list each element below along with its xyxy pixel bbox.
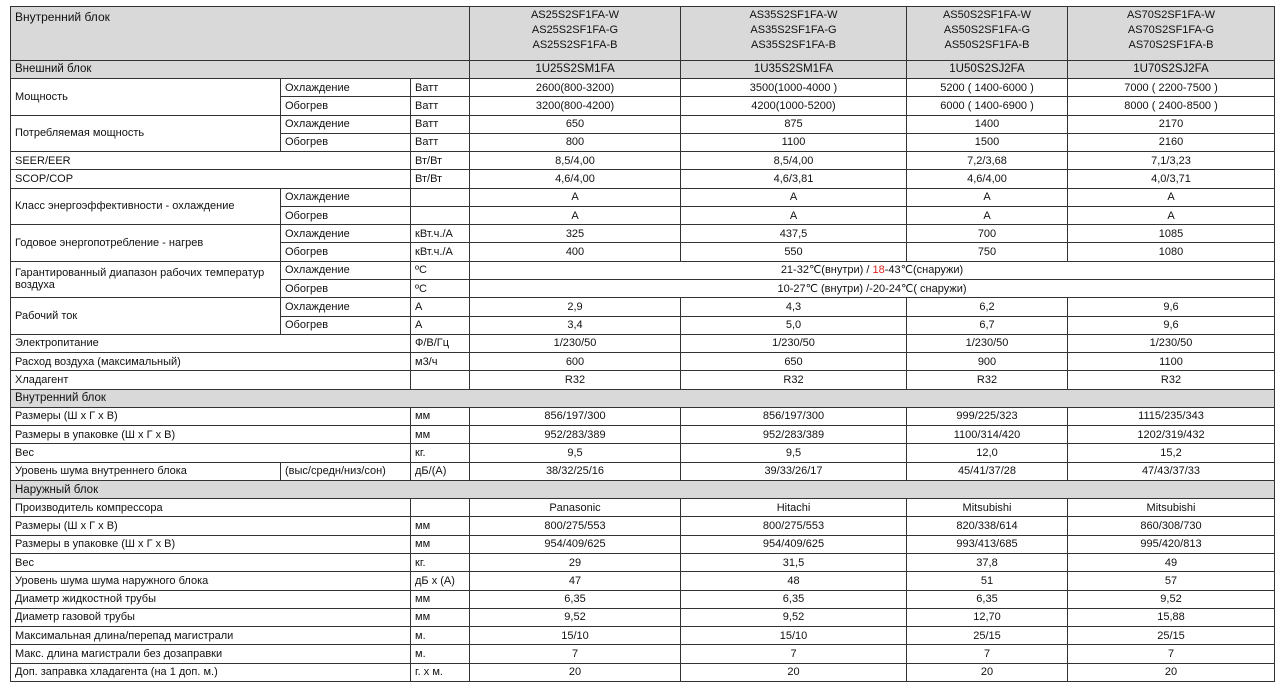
value-cell: 31,5 [681,553,907,571]
value-cell: 4,0/3,71 [1068,170,1275,188]
unit-label: Ватт [411,79,470,97]
value-cell: Hitachi [681,499,907,517]
value-cell: A [907,206,1068,224]
value-cell: 15,88 [1068,608,1275,626]
unit-label: Ватт [411,115,470,133]
value-cell: 1/230/50 [907,334,1068,352]
value-cell: 3200(800-4200) [470,97,681,115]
power-supply-row [11,334,1275,352]
value-cell: 700 [907,225,1068,243]
unit-label: кВт.ч./А [411,243,470,261]
value-cell: 49 [1068,553,1275,571]
value-cell: 9,52 [470,608,681,626]
value-cell: 2,9 [470,298,681,316]
indoor-packed-dimensions-row [11,426,1275,444]
value-cell: 47 [470,572,681,590]
value-cell: 750 [907,243,1068,261]
mode-cooling-label: Охлаждение [281,225,411,243]
header-indoor-row [11,7,1275,61]
value-cell: 400 [470,243,681,261]
value-cell: 25/15 [1068,627,1275,645]
value-cell: 600 [470,353,681,371]
value-cell: 29 [470,553,681,571]
value-cell: 2600(800-3200) [470,79,681,97]
scop-label: SCOP/COP [11,170,411,188]
mode-cooling-label: Охлаждение [281,115,411,133]
value-cell: 1/230/50 [470,334,681,352]
value-cell: 15,2 [1068,444,1275,462]
value-cell: 45/41/37/28 [907,462,1068,480]
unit-label: A [411,298,470,316]
value-cell: 37,8 [907,553,1068,571]
mode-heating-label: Обогрев [281,279,411,297]
outdoor-noise-row [11,572,1275,590]
value-cell: 900 [907,353,1068,371]
value-cell: 650 [470,115,681,133]
annual-consumption-cooling-row [11,225,1275,243]
indoor-model-name: AS50S2SF1FA-W [942,9,1032,21]
unit-label: Ватт [411,97,470,115]
value-cell: Mitsubishi [1068,499,1275,517]
value-cell: 1115/235/343 [1068,407,1275,425]
value-cell: 9,52 [681,608,907,626]
value-cell: 20 [1068,663,1275,681]
value-cell: 48 [681,572,907,590]
indoor-model-name: AS50S2SF1FA-B [944,39,1030,51]
value-cell: 3500(1000-4000 ) [681,79,907,97]
value-cell: 7 [907,645,1068,663]
mode-cooling-label: Охлаждение [281,79,411,97]
value-cell: 38/32/25/16 [470,462,681,480]
unit-label: дБ/(А) [411,462,470,480]
indoor-model-name: AS70S2SF1FA-W [1126,9,1216,21]
gas-pipe-diameter-label: Диаметр газовой трубы [11,608,411,626]
liquid-pipe-diameter-label: Диаметр жидкостной трубы [11,590,411,608]
indoor-model-name: AS35S2SF1FA-W [749,9,838,21]
value-cell: 4,3 [681,298,907,316]
value-cell: 856/197/300 [470,407,681,425]
unit-label: мм [411,608,470,626]
value-cell: 820/338/614 [907,517,1068,535]
value-cell: 550 [681,243,907,261]
outdoor-dimensions-row [11,517,1275,535]
energy-class-cooling-row [11,188,1275,206]
outdoor-model-name: 1U70S2SJ2FA [1068,60,1275,78]
value-cell: 1100 [681,133,907,151]
compressor-maker-label: Производитель компрессора [11,499,411,517]
unit-label: ºC [411,261,470,279]
unit-label: м. [411,627,470,645]
unit-label [411,206,470,224]
value-cell: Panasonic [470,499,681,517]
value-cell: 952/283/389 [470,426,681,444]
indoor-model-name: AS70S2SF1FA-B [1128,39,1214,51]
value-cell: 993/413/685 [907,535,1068,553]
value-cell: A [681,188,907,206]
unit-label: мм [411,535,470,553]
value-cell: 8,5/4,00 [470,152,681,170]
indoor-unit-heading: Внутренний блок [11,7,470,61]
outdoor-packed-dimensions-label: Размеры в упаковке (Ш х Г х В) [11,535,411,553]
seer-label: SEER/EER [11,152,411,170]
unit-label: A [411,316,470,334]
indoor-weight-row [11,444,1275,462]
value-cell: 47/43/37/33 [1068,462,1275,480]
indoor-dimensions-row [11,407,1275,425]
unit-label: Ф/В/Гц [411,334,470,352]
value-cell: 6,35 [681,590,907,608]
power-supply-label: Электропитание [11,334,411,352]
power-input-label: Потребляемая мощность [11,115,281,152]
liquid-pipe-diameter-row [11,590,1275,608]
temp-range-cooling-row [11,261,1275,279]
value-cell: 57 [1068,572,1275,590]
mode-heating-label: Обогрев [281,97,411,115]
indoor-model-cell [681,7,907,61]
unit-label: мм [411,407,470,425]
value-cell: A [470,206,681,224]
value-cell: 650 [681,353,907,371]
value-cell: A [470,188,681,206]
value-cell: 952/283/389 [681,426,907,444]
seer-row [11,152,1275,170]
unit-label: кг. [411,444,470,462]
outdoor-model-name: 1U25S2SM1FA [470,60,681,78]
temp-range-heating-value: 10-27℃ (внутри) /-20-24℃( снаружи) [470,279,1275,297]
compressor-maker-row [11,499,1275,517]
value-cell: 954/409/625 [681,535,907,553]
refrigerant-label: Хладагент [11,371,411,389]
value-cell: 875 [681,115,907,133]
temp-range-highlight: 18 [872,264,885,277]
value-cell: 15/10 [470,627,681,645]
value-cell: 1202/319/432 [1068,426,1275,444]
spec-table [10,6,1275,682]
value-cell: 25/15 [907,627,1068,645]
airflow-row [11,353,1275,371]
value-cell: 6,2 [907,298,1068,316]
value-cell: 1400 [907,115,1068,133]
value-cell: 6000 ( 1400-6900 ) [907,97,1068,115]
unit-label: дБ х (А) [411,572,470,590]
outdoor-section-heading: Наружный блок [11,480,1275,498]
unit-label: Вт/Вт [411,170,470,188]
value-cell: R32 [907,371,1068,389]
indoor-noise-label: Уровень шума внутреннего блока [11,462,281,480]
value-cell: 12,0 [907,444,1068,462]
value-cell: A [1068,206,1275,224]
indoor-weight-label: Вес [11,444,411,462]
value-cell: 7 [1068,645,1275,663]
outdoor-weight-label: Вес [11,553,411,571]
indoor-section-heading: Внутренний блок [11,389,1275,407]
operating-current-cooling-row [11,298,1275,316]
indoor-model-cell [470,7,681,61]
indoor-model-name: AS35S2SF1FA-G [750,24,837,36]
indoor-model-name: AS25S2SF1FA-W [530,9,620,21]
mode-heating-label: Обогрев [281,133,411,151]
value-cell: 6,35 [907,590,1068,608]
value-cell: 1085 [1068,225,1275,243]
value-cell: 7000 ( 2200-7500 ) [1068,79,1275,97]
value-cell: 8,5/4,00 [681,152,907,170]
outdoor-model-name: 1U35S2SM1FA [681,60,907,78]
unit-label: кВт.ч./А [411,225,470,243]
indoor-model-name: AS70S2SF1FA-G [1127,24,1215,36]
value-cell: 4,6/4,00 [470,170,681,188]
indoor-model-name: AS35S2SF1FA-B [751,39,836,51]
value-cell: 51 [907,572,1068,590]
extra-refrigerant-charge-row [11,663,1275,681]
value-cell: 856/197/300 [681,407,907,425]
unit-label [411,371,470,389]
mode-cooling-label: Охлаждение [281,298,411,316]
value-cell: 2160 [1068,133,1275,151]
mode-heating-label: Обогрев [281,243,411,261]
value-cell: 800 [470,133,681,151]
unit-label: мм [411,590,470,608]
value-cell: 1100 [1068,353,1275,371]
mode-cooling-label: Охлаждение [281,188,411,206]
value-cell: 8000 ( 2400-8500 ) [1068,97,1275,115]
value-cell: 9,5 [681,444,907,462]
value-cell: 1100/314/420 [907,426,1068,444]
max-pipe-length-row [11,627,1275,645]
value-cell: Mitsubishi [907,499,1068,517]
unit-label: Вт/Вт [411,152,470,170]
power-input-cooling-row [11,115,1275,133]
value-cell: 860/308/730 [1068,517,1275,535]
value-cell: 999/225/323 [907,407,1068,425]
value-cell: 995/420/813 [1068,535,1275,553]
value-cell: 9,5 [470,444,681,462]
indoor-model-cell [1068,7,1275,61]
value-cell: R32 [681,371,907,389]
value-cell: 7,2/3,68 [907,152,1068,170]
value-cell: A [907,188,1068,206]
value-cell: A [1068,188,1275,206]
temp-range-label: Гарантированный диапазон рабочих температур воздуха [11,261,281,298]
outdoor-weight-row [11,553,1275,571]
temp-range-cooling-value [470,261,1275,279]
max-length-no-charge-label: Макс. длина магистрали без дозаправки [11,645,411,663]
refrigerant-row [11,371,1275,389]
indoor-model-name: AS50S2SF1FA-G [943,24,1031,36]
value-cell: 9,6 [1068,316,1275,334]
indoor-packed-dimensions-label: Размеры в упаковке (Ш х Г х В) [11,426,411,444]
indoor-model-cell [907,7,1068,61]
unit-label: кг. [411,553,470,571]
value-cell: 5,0 [681,316,907,334]
indoor-noise-row [11,462,1275,480]
value-cell: 6,7 [907,316,1068,334]
outdoor-dimensions-label: Размеры (Ш х Г х В) [11,517,411,535]
gas-pipe-diameter-row [11,608,1275,626]
value-cell: 2170 [1068,115,1275,133]
max-pipe-length-label: Максимальная длина/перепад магистрали [11,627,411,645]
value-cell: 1/230/50 [1068,334,1275,352]
extra-refrigerant-charge-label: Доп. заправка хладагента (на 1 доп. м.) [11,663,411,681]
outdoor-noise-label: Уровень шума шума наружного блока [11,572,411,590]
value-cell: 15/10 [681,627,907,645]
outdoor-model-name: 1U50S2SJ2FA [907,60,1068,78]
unit-label: м. [411,645,470,663]
value-cell: 39/33/26/17 [681,462,907,480]
value-cell: 3,4 [470,316,681,334]
mode-cooling-label: Охлаждение [281,261,411,279]
unit-label: мм [411,426,470,444]
temp-range-text: -43℃(снаружи) [884,264,964,277]
indoor-model-name: AS25S2SF1FA-G [531,24,619,36]
value-cell: 4200(1000-5200) [681,97,907,115]
mode-heating-label: Обогрев [281,316,411,334]
value-cell: R32 [470,371,681,389]
value-cell: 1500 [907,133,1068,151]
value-cell: 437,5 [681,225,907,243]
indoor-section-heading-row [11,389,1275,407]
scop-row [11,170,1275,188]
unit-label: Ватт [411,133,470,151]
value-cell: 20 [470,663,681,681]
max-length-no-charge-row [11,645,1275,663]
noise-modes-label: (выс/средн/низ/сон) [281,462,411,480]
capacity-label: Мощность [11,79,281,116]
airflow-label: Расход воздуха (максимальный) [11,353,411,371]
capacity-cooling-row [11,79,1275,97]
value-cell: A [681,206,907,224]
mode-heating-label: Обогрев [281,206,411,224]
unit-label: ºC [411,279,470,297]
value-cell: 954/409/625 [470,535,681,553]
value-cell: 6,35 [470,590,681,608]
value-cell: 9,52 [1068,590,1275,608]
outdoor-packed-dimensions-row [11,535,1275,553]
value-cell: 800/275/553 [470,517,681,535]
value-cell: 4,6/3,81 [681,170,907,188]
value-cell: 20 [681,663,907,681]
indoor-model-name: AS25S2SF1FA-B [532,39,618,51]
value-cell: 7 [681,645,907,663]
unit-label: мм [411,517,470,535]
value-cell: 12,70 [907,608,1068,626]
annual-consumption-label: Годовое энергопотребление - нагрев [11,225,281,262]
value-cell: 325 [470,225,681,243]
value-cell: 800/275/553 [681,517,907,535]
value-cell: 1/230/50 [681,334,907,352]
value-cell: 20 [907,663,1068,681]
value-cell: 7 [470,645,681,663]
unit-label [411,188,470,206]
value-cell: 4,6/4,00 [907,170,1068,188]
value-cell: 1080 [1068,243,1275,261]
indoor-dimensions-label: Размеры (Ш х Г х В) [11,407,411,425]
value-cell: 7,1/3,23 [1068,152,1275,170]
energy-class-label: Класс энергоэффективности - охлаждение [11,188,281,225]
outdoor-section-heading-row [11,480,1275,498]
outdoor-unit-heading: Внешний блок [11,60,470,78]
value-cell: 5200 ( 1400-6000 ) [907,79,1068,97]
header-outdoor-row [11,60,1275,78]
unit-label [411,499,470,517]
value-cell: R32 [1068,371,1275,389]
operating-current-label: Рабочий ток [11,298,281,335]
temp-range-text: 21-32℃(внутри) / [780,264,873,277]
unit-label: г. х м. [411,663,470,681]
value-cell: 9,6 [1068,298,1275,316]
unit-label: м3/ч [411,353,470,371]
